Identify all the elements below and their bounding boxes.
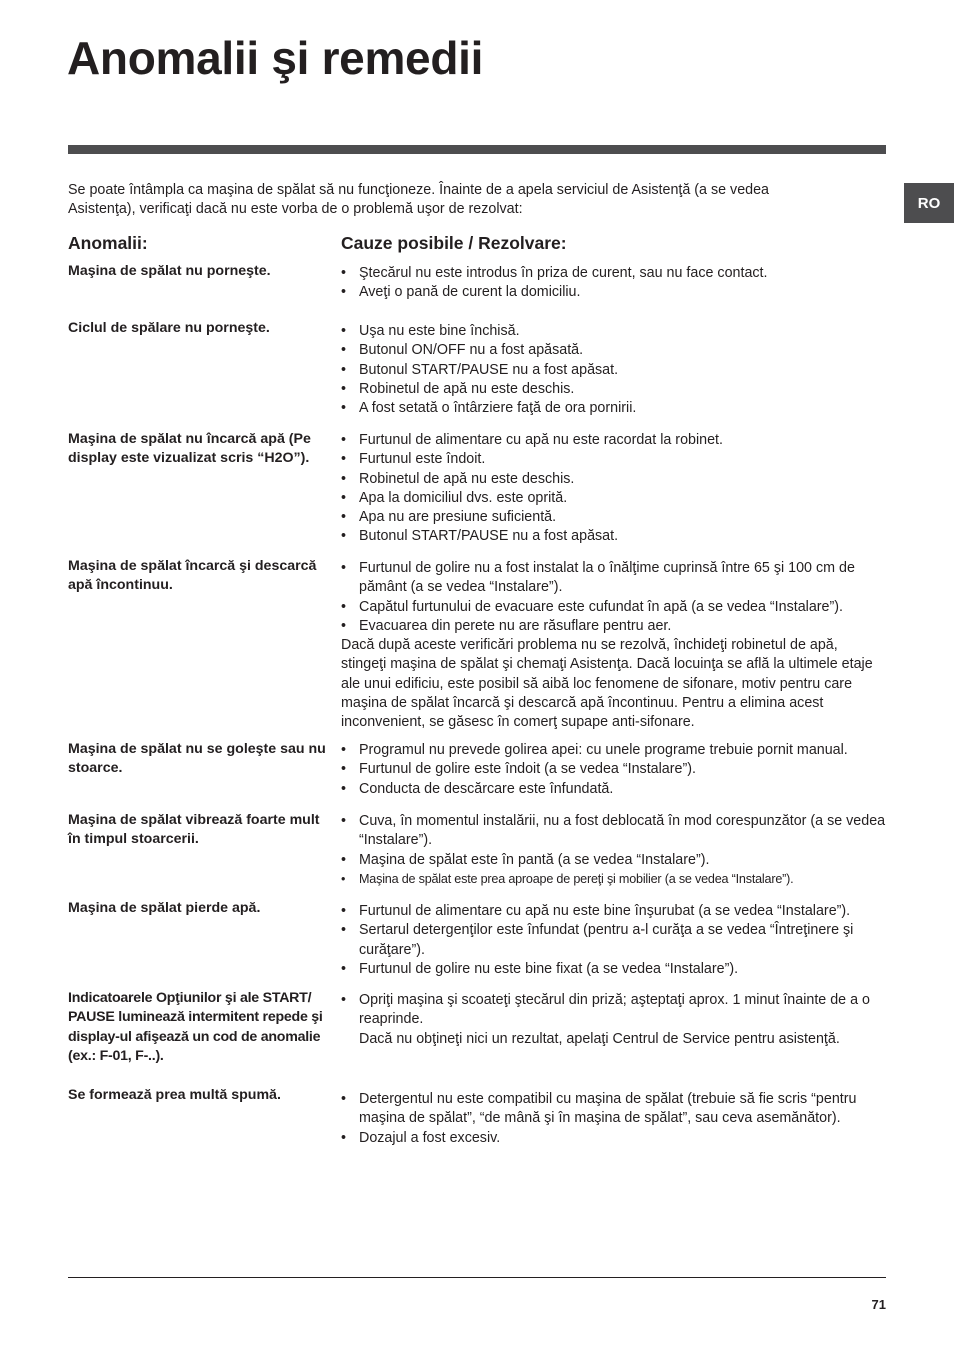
problem-continuous-fill-drain: Maşina de spălat încarcă şi descarcă apă încontinuu. — [68, 558, 317, 594]
cause-note: Dacă nu obţineţi nici un rezultat, apelaţi Centrul de Service pentru asistenţă. — [359, 1031, 840, 1047]
problem-no-drain-spin: Maşina de spălat nu se goleşte sau nu stoarce. — [68, 741, 326, 777]
cause-item: • Ştecărul nu este introdus în priza de curent, sau nu face contact. — [341, 264, 886, 283]
cause-item: • Conducta de descărcare este înfundată. — [341, 780, 886, 799]
cause-item: • Evacuarea din perete nu are răsuflare pentru aer. — [341, 617, 886, 636]
title-divider — [68, 145, 886, 154]
cause-item: • Apa nu are presiune suficientă. — [341, 508, 886, 527]
cause-item: • Dozajul a fost excesiv. — [341, 1129, 886, 1148]
problem-cycle-no-start: Ciclul de spălare nu porneşte. — [68, 320, 270, 336]
cause-item: • A fost setată o întârziere faţă de ora pornirii. — [341, 399, 886, 418]
problem-no-water-intake: Maşina de spălat nu încarcă apă (Pe display este vizualizat scris “H2O”). — [68, 431, 311, 467]
page-number: 71 — [871, 1297, 886, 1312]
causes-list — [341, 1090, 886, 1148]
problem-too-much-foam: Se formează prea multă spumă. — [68, 1087, 281, 1103]
cause-item: • Furtunul de alimentare cu apă nu este racordat la robinet. — [341, 431, 886, 450]
cause-item: • Uşa nu este bine închisă. — [341, 322, 886, 341]
cause-item: • Maşina de spălat este prea aproape de pereţi şi mobilier (a se vedea “Instalare”). — [341, 870, 886, 889]
causes-list — [341, 264, 886, 303]
cause-item: • Furtunul de golire nu a fost instalat la o înălţime cuprinsă între 65 şi 100 cm de pământ (a se vedea “Instalare”). — [341, 559, 886, 598]
cause-item: • Aveţi o pană de curent la domiciliu. — [341, 283, 886, 302]
cause-item: • Robinetul de apă nu este deschis. — [341, 470, 886, 489]
problem-error-code: Indicatoarele Opţiunilor şi ale START/ PAUSE luminează intermitent repede şi display-ul afişează un cod de anomalie (ex.: F-01, F-..). — [68, 990, 323, 1064]
causes-list — [341, 902, 886, 979]
cause-item: • Cuva, în momentul instalării, nu a fost deblocată în mod corespunzător (a se vedea “Instalare”). — [341, 812, 886, 851]
cause-item: • Furtunul de alimentare cu apă nu este bine înşurubat (a se vedea “Instalare”). — [341, 902, 886, 921]
cause-item: • Robinetul de apă nu este deschis. — [341, 380, 886, 399]
cause-item: • Opriţi maşina şi scoateţi ştecărul din priză; aşteptaţi aprox. 1 minut înainte de a o reaprinde. — [341, 991, 886, 1030]
causes-list — [341, 741, 886, 799]
cause-item: • Apa la domiciliul dvs. este oprită. — [341, 489, 886, 508]
cause-item: • Furtunul de golire este îndoit (a se vedea “Instalare”). — [341, 760, 886, 779]
anomalies-heading: Anomalii: — [68, 233, 148, 253]
cause-item: • Programul nu prevede golirea apei: cu unele programe trebuie pornit manual. — [341, 741, 886, 760]
problem-vibration: Maşina de spălat vibrează foarte mult în timpul stoarcerii. — [68, 812, 320, 848]
cause-item: • Maşina de spălat este în pantă (a se vedea “Instalare”). — [341, 851, 886, 870]
cause-item: • Sertarul detergenţilor este înfundat (pentru a-l curăţa a se vedea “Întreţinere şi curăţare”). — [341, 921, 886, 960]
cause-note: Dacă după aceste verificări problema nu se rezolvă, închideţi robinetul de apă, stingeţi maşina de spălat şi chemaţi Asistenţa. Dacă locuinţa se află la ultimele etaje ale unui edificiu, este posibil să aibă loc fenomene de sifonare, motiv pentru care maşina de spălat încarcă şi descarcă apă încontinuu. Pentru a elimina acest inconvenient, se găsesc în comerţ supape anti-sifonare. — [341, 637, 873, 731]
problem-water-leak: Maşina de spălat pierde apă. — [68, 900, 261, 916]
problem-no-start: Maşina de spălat nu porneşte. — [68, 263, 271, 279]
causes-list — [341, 431, 886, 547]
causes-list — [341, 322, 886, 418]
cause-item: • Capătul furtunului de evacuare este cufundat în apă (a se vedea “Instalare”). — [341, 598, 886, 617]
cause-item: • Furtunul de golire nu este bine fixat (a se vedea “Instalare”). — [341, 960, 886, 979]
footer-divider — [68, 1277, 886, 1278]
cause-item: • Butonul ON/OFF nu a fost apăsată. — [341, 341, 886, 360]
causes-list — [341, 812, 886, 889]
causes-list — [341, 991, 886, 1030]
causes-heading: Cauze posibile / Rezolvare: — [341, 233, 567, 253]
cause-item: • Butonul START/PAUSE nu a fost apăsat. — [341, 361, 886, 380]
language-tab: RO — [904, 183, 954, 223]
cause-item: • Detergentul nu este compatibil cu maşina de spălat (trebuie să fie scris “pentru maşina de spălat”, “de mână şi în maşina de spălat”, sau ceva asemănător). — [341, 1090, 886, 1129]
intro-paragraph: Se poate întâmpla ca maşina de spălat să nu funcţioneze. Înainte de a apela serviciul de Asistenţă (a se vedea Asistenţa), verificaţi dacă nu este vorba de o problemă uşor de rezolvat: — [68, 182, 769, 218]
cause-item: • Butonul START/PAUSE nu a fost apăsat. — [341, 527, 886, 546]
causes-list — [341, 559, 886, 636]
cause-item: • Furtunul este îndoit. — [341, 450, 886, 469]
page-title: Anomalii şi remedii — [67, 32, 484, 84]
